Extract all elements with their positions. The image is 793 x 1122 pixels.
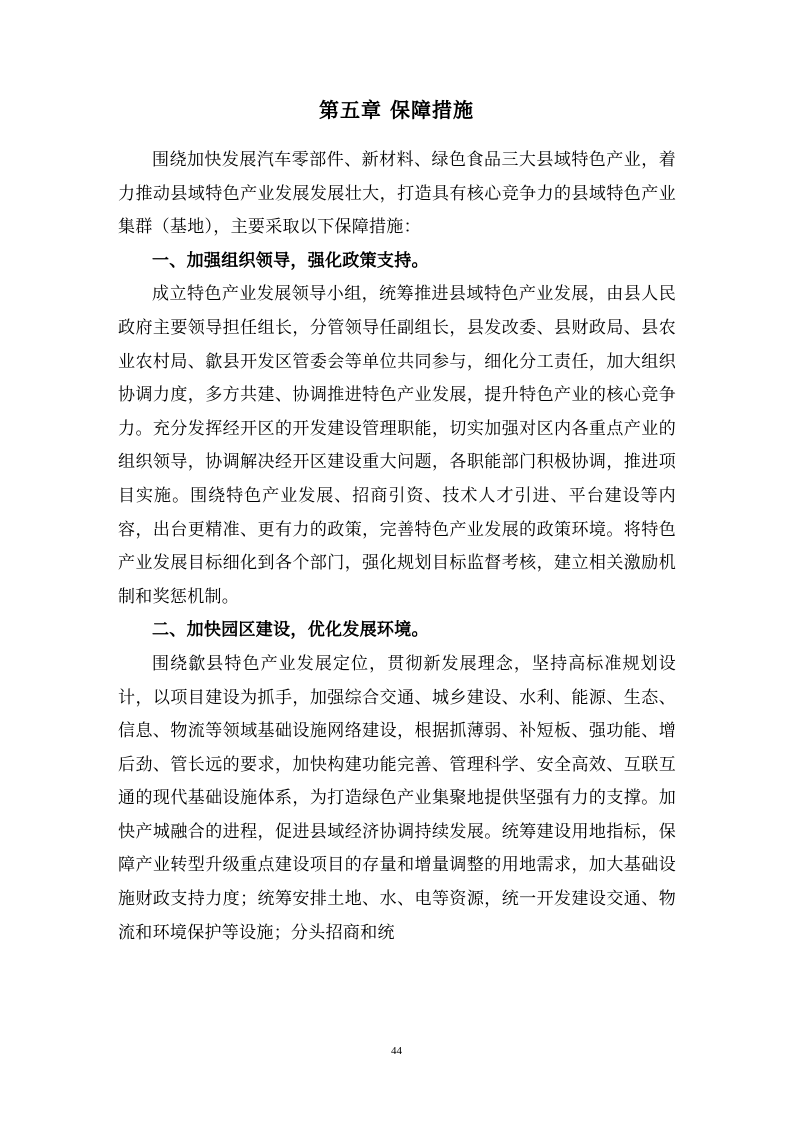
section-1-paragraph: 成立特色产业发展领导小组，统筹推进县域特色产业发展，由县人民政府主要领导担任组长，分管领导任副组长，县发改委、县财政局、县农业农村局、歙县开发区管委会等单位共同参与，细化分工责任，加大组织协调力度，多方共建、协调推进特色产业发展，提升特色产业的核心竞争力。充分发挥经开区的开发建设管理职能，切实加强对区内各重点产业的组织领导，协调解决经开区建设重大问题，各职能部门积极协调，推进项目实施。围绕特色产业发展、招商引资、技术人才引进、平台建设等内容，出台更精准、更有力的政策，完善特色产业发展的政策环境。将特色产业发展目标细化到各个部门，强化规划目标监督考核，建立相关激励机制和奖惩机制。 xyxy=(118,284,676,607)
document-body xyxy=(118,144,676,950)
page-number: 44 xyxy=(391,1045,402,1057)
section-2-paragraph: 围绕歙县特色产业发展定位，贯彻新发展理念，坚持高标准规划设计，以项目建设为抓手，加强综合交通、城乡建设、水利、能源、生态、信息、物流等领域基础设施网络建设，根据抓薄弱、补短板、强功能、增后劲、管长远的要求，加快构建功能完善、管理科学、安全高效、互联互通的现代基础设施体系，为打造绿色产业集聚地提供坚强有力的支撑。加快产城融合的进程，促进县域经济协调持续发展。统筹建设用地指标，保障产业转型升级重点建设项目的存量和增量调整的用地需求，加大基础设施财政支持力度；统筹安排土地、水、电等资源，统一开发建设交通、物流和环境保护等设施；分头招商和统 xyxy=(118,653,676,943)
section-1-heading: 一、加强组织领导，强化政策支持。 xyxy=(152,250,429,271)
section-2-heading: 二、加快园区建设，优化发展环境。 xyxy=(152,620,429,641)
chapter-title: 第五章 保障措施 xyxy=(319,98,474,122)
intro-paragraph: 围绕加快发展汽车零部件、新材料、绿色食品三大县域特色产业，着力推动县域特色产业发展发展壮大，打造具有核心竞争力的县域特色产业集群（基地），主要采取以下保障措施： xyxy=(118,150,676,238)
